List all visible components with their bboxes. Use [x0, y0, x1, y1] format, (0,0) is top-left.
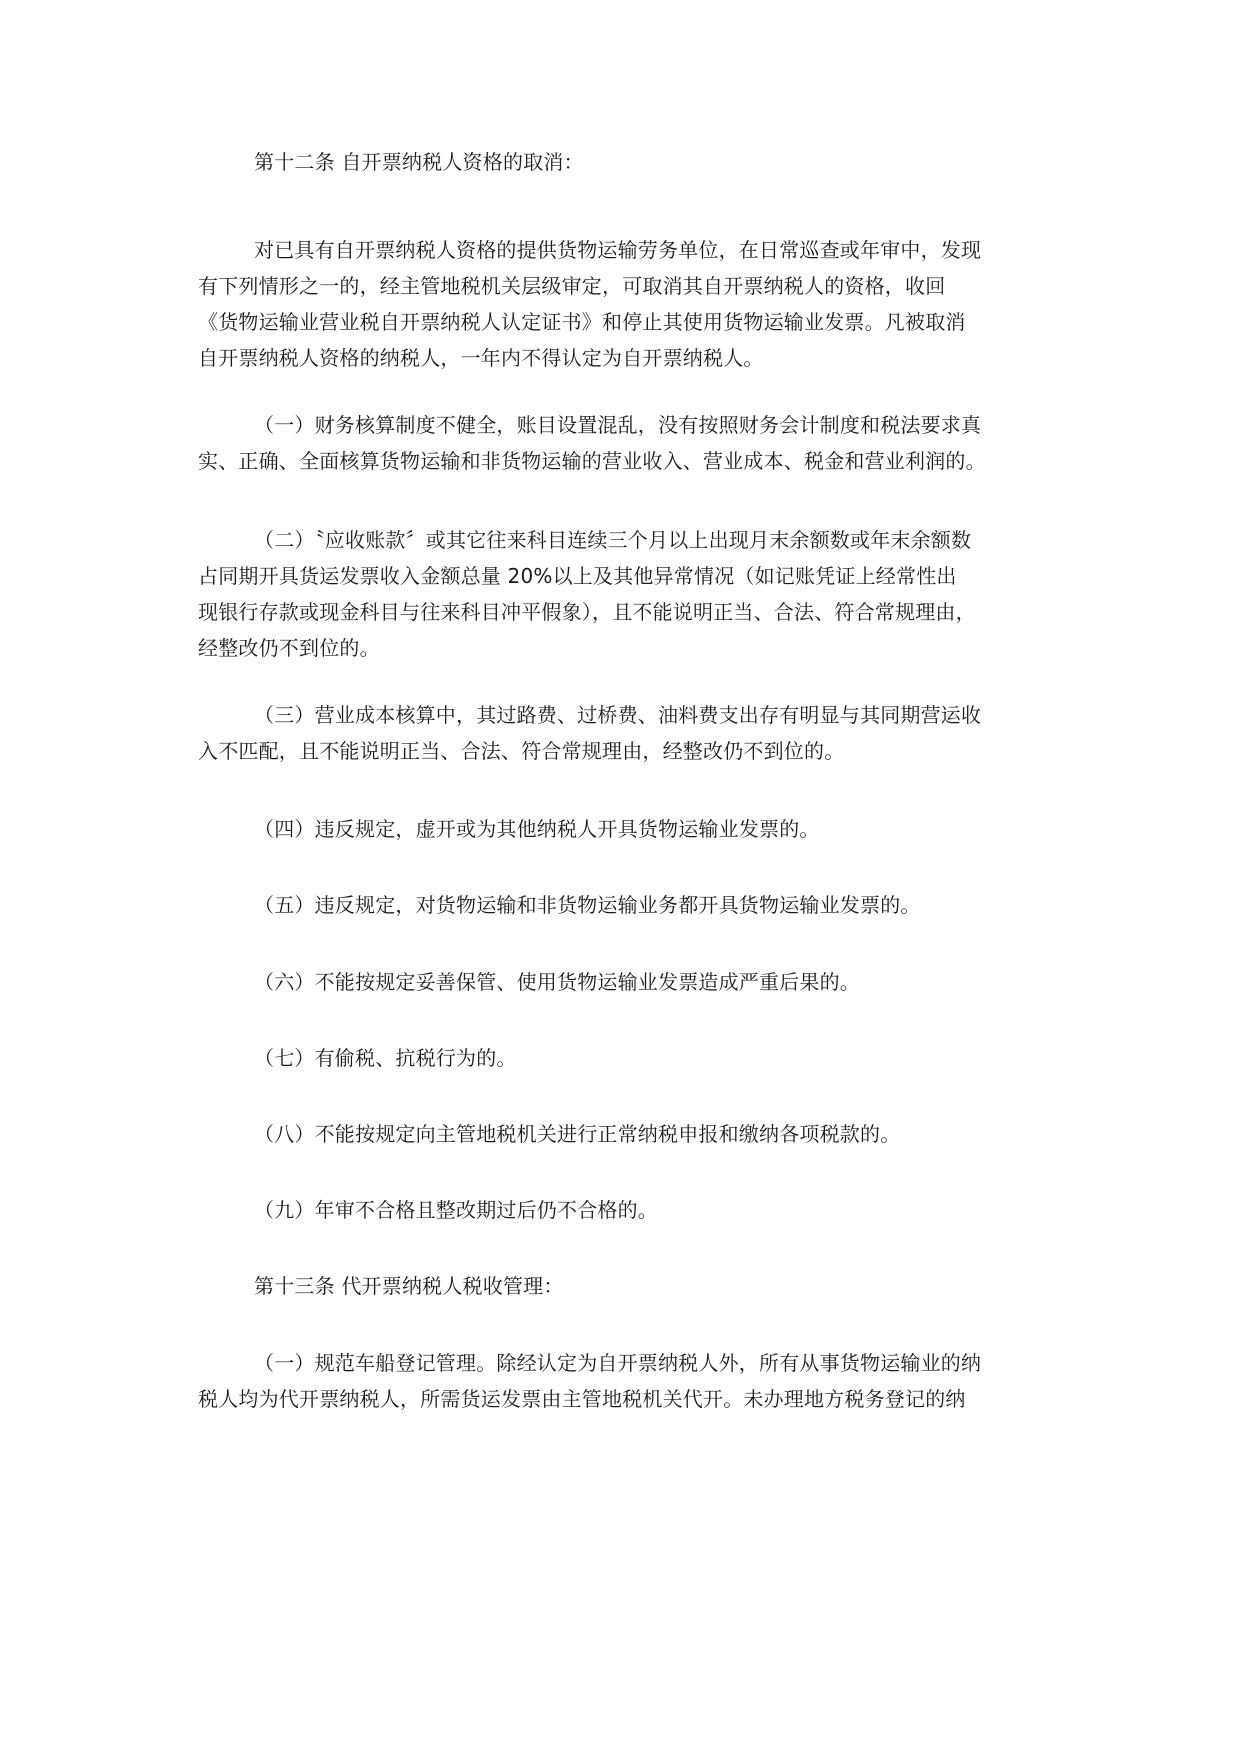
text-line: （三）营业成本核算中，其过路费、过桥费、油料费支出存有明显与其同期营运收 — [254, 703, 982, 727]
text-line: 实、正确、全面核算货物运输和非货物运输的营业收入、营业成本、税金和营业利润的。 — [198, 449, 986, 473]
article-12-intro-paragraph — [198, 232, 1040, 376]
text-line: 自开票纳税人资格的纳税人，一年内不得认定为自开票纳税人。 — [198, 346, 764, 370]
text-line: 第十二条 自开票纳税人资格的取消： — [254, 150, 584, 174]
text-line: （五）违反规定，对货物运输和非货物运输业务都开具货物运输业发票的。 — [254, 893, 921, 917]
text-line: 入不匹配，且不能说明正当、合法、符合常规理由，经整改仍不到位的。 — [198, 739, 845, 763]
clause-4-paragraph — [198, 811, 1040, 847]
article-12-heading — [198, 144, 1040, 180]
text-line: 税人均为代开票纳税人，所需货运发票由主管地税机关代开。未办理地方税务登记的纳 — [198, 1387, 966, 1411]
text-line: 有下列情形之一的，经主管地税机关层级审定，可取消其自开票纳税人的资格，收回 — [198, 274, 946, 298]
clause-9-paragraph — [198, 1192, 1040, 1228]
article-13-clause-1-paragraph — [198, 1345, 1040, 1417]
text-line: 占同期开具货运发票收入金额总量 20%以上及其他异常情况（如记账凭证上经常性出 — [198, 564, 957, 588]
text-line: （一）财务核算制度不健全，账目设置混乱，没有按照财务会计制度和税法要求真 — [254, 413, 982, 437]
text-line: 经整改仍不到位的。 — [198, 636, 380, 660]
text-line: （一）规范车船登记管理。除经认定为自开票纳税人外，所有从事货物运输业的纳 — [254, 1351, 982, 1375]
clause-7-paragraph — [198, 1040, 1040, 1076]
clause-1-paragraph — [198, 407, 1040, 479]
clause-2-paragraph — [198, 522, 1040, 666]
text-line: （七）有偷税、抗税行为的。 — [254, 1046, 517, 1070]
text-line: 对已具有自开票纳税人资格的提供货物运输劳务单位，在日常巡查或年审中，发现 — [254, 238, 982, 262]
text-line: （二）〝应收账款〞或其它往来科目连续三个月以上出现月末余额数或年末余额数 — [254, 528, 972, 552]
text-line: （四）违反规定，虚开或为其他纳税人开具货物运输业发票的。 — [254, 817, 820, 841]
clause-8-paragraph — [198, 1116, 1040, 1152]
text-line: 第十三条 代开票纳税人税收管理： — [254, 1274, 564, 1298]
clause-5-paragraph — [198, 887, 1040, 923]
text-line: 《货物运输业营业税自开票纳税人认定证书》和停止其使用货物运输业发票。凡被取消 — [198, 310, 966, 334]
text-line: （八）不能按规定向主管地税机关进行正常纳税申报和缴纳各项税款的。 — [254, 1122, 901, 1146]
text-line: （六）不能按规定妥善保管、使用货物运输业发票造成严重后果的。 — [254, 970, 860, 994]
clause-6-paragraph — [198, 964, 1040, 1000]
article-13-heading — [198, 1268, 1040, 1304]
clause-3-paragraph — [198, 697, 1040, 769]
text-line: （九）年审不合格且整改期过后仍不合格的。 — [254, 1198, 658, 1222]
text-line: 现银行存款或现金科目与往来科目冲平假象），且不能说明正当、合法、符合常规理由， — [198, 600, 976, 624]
